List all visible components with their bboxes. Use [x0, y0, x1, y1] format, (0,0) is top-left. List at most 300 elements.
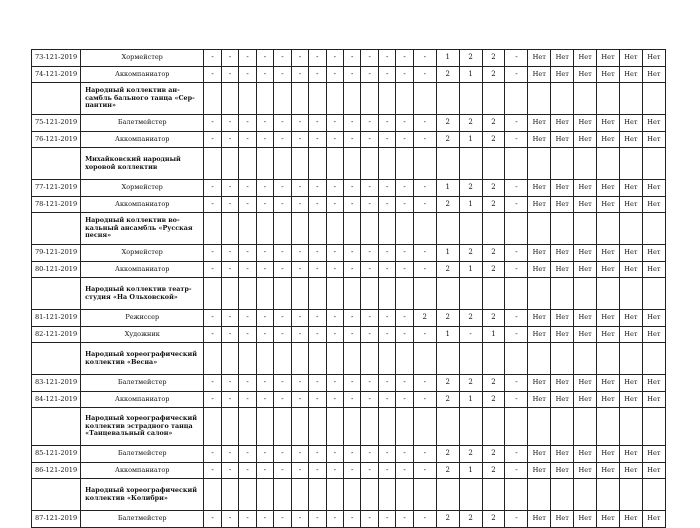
- code-cell-empty: [32, 408, 81, 446]
- value-cell: 1: [436, 245, 459, 262]
- value-cell: -: [361, 66, 378, 83]
- empty-cell: [204, 83, 221, 115]
- value-cell: -: [505, 310, 528, 327]
- value-cell: 2: [436, 115, 459, 132]
- value-cell: -: [291, 446, 308, 463]
- value-cell: -: [239, 391, 256, 408]
- value-cell: 2: [459, 446, 482, 463]
- empty-cell: [274, 213, 291, 245]
- flag-cell: Нет: [642, 245, 665, 262]
- position-code: 82-121-2019: [32, 326, 81, 343]
- flag-cell: Нет: [551, 375, 574, 392]
- flag-cell: Нет: [597, 261, 620, 278]
- value-cell: -: [378, 245, 395, 262]
- section-title: Народный коллектив театр-студия «На Ольховской»: [81, 278, 204, 310]
- value-cell: -: [221, 261, 238, 278]
- empty-cell: [505, 479, 528, 511]
- empty-cell: [239, 148, 256, 180]
- empty-cell: [326, 148, 343, 180]
- value-cell: -: [274, 326, 291, 343]
- flag-cell: Нет: [642, 511, 665, 528]
- empty-cell: [597, 83, 620, 115]
- value-cell: -: [204, 180, 221, 197]
- value-cell: 2: [436, 446, 459, 463]
- flag-cell: Нет: [551, 391, 574, 408]
- flag-cell: Нет: [597, 462, 620, 479]
- value-cell: -: [256, 115, 273, 132]
- flag-cell: Нет: [619, 115, 642, 132]
- value-cell: 1: [482, 326, 505, 343]
- value-cell: -: [413, 511, 436, 528]
- flag-cell: Нет: [528, 196, 551, 213]
- table-row: [32, 446, 666, 463]
- flag-cell: Нет: [619, 196, 642, 213]
- flag-cell: Нет: [619, 310, 642, 327]
- value-cell: -: [344, 196, 361, 213]
- empty-cell: [482, 479, 505, 511]
- section-header-row: [32, 343, 666, 375]
- value-cell: -: [309, 375, 326, 392]
- position-code: 78-121-2019: [32, 196, 81, 213]
- value-cell: -: [291, 511, 308, 528]
- value-cell: -: [396, 462, 413, 479]
- value-cell: -: [326, 196, 343, 213]
- empty-cell: [309, 408, 326, 446]
- flag-cell: Нет: [619, 245, 642, 262]
- empty-cell: [274, 408, 291, 446]
- value-cell: -: [378, 511, 395, 528]
- empty-cell: [239, 278, 256, 310]
- flag-cell: Нет: [642, 391, 665, 408]
- empty-cell: [482, 213, 505, 245]
- section-header-row: [32, 479, 666, 511]
- flag-cell: Нет: [619, 462, 642, 479]
- empty-cell: [459, 479, 482, 511]
- value-cell: -: [291, 310, 308, 327]
- empty-cell: [344, 148, 361, 180]
- empty-cell: [413, 408, 436, 446]
- empty-cell: [597, 148, 620, 180]
- table-row: [32, 261, 666, 278]
- flag-cell: Нет: [528, 245, 551, 262]
- empty-cell: [396, 148, 413, 180]
- empty-cell: [291, 343, 308, 375]
- empty-cell: [551, 479, 574, 511]
- value-cell: 2: [482, 310, 505, 327]
- value-cell: -: [274, 196, 291, 213]
- empty-cell: [459, 83, 482, 115]
- empty-cell: [344, 408, 361, 446]
- value-cell: -: [204, 310, 221, 327]
- position-code: 73-121-2019: [32, 50, 81, 67]
- empty-cell: [436, 148, 459, 180]
- value-cell: -: [413, 326, 436, 343]
- empty-cell: [204, 148, 221, 180]
- value-cell: 2: [482, 511, 505, 528]
- value-cell: 2: [482, 180, 505, 197]
- flag-cell: Нет: [551, 245, 574, 262]
- flag-cell: Нет: [551, 446, 574, 463]
- empty-cell: [378, 83, 395, 115]
- value-cell: -: [344, 131, 361, 148]
- flag-cell: Нет: [574, 261, 597, 278]
- value-cell: -: [274, 511, 291, 528]
- flag-cell: Нет: [574, 310, 597, 327]
- value-cell: -: [505, 115, 528, 132]
- position-name: Хормейстер: [81, 50, 204, 67]
- flag-cell: Нет: [528, 66, 551, 83]
- value-cell: -: [309, 50, 326, 67]
- flag-cell: Нет: [551, 66, 574, 83]
- flag-cell: Нет: [574, 180, 597, 197]
- empty-cell: [482, 343, 505, 375]
- empty-cell: [574, 343, 597, 375]
- value-cell: -: [274, 131, 291, 148]
- empty-cell: [574, 148, 597, 180]
- empty-cell: [551, 148, 574, 180]
- empty-cell: [274, 343, 291, 375]
- flag-cell: Нет: [642, 326, 665, 343]
- value-cell: -: [326, 50, 343, 67]
- empty-cell: [436, 213, 459, 245]
- empty-cell: [378, 278, 395, 310]
- position-name: Аккомпаниатор: [81, 462, 204, 479]
- flag-cell: Нет: [642, 180, 665, 197]
- empty-cell: [361, 148, 378, 180]
- empty-cell: [597, 343, 620, 375]
- flag-cell: Нет: [597, 326, 620, 343]
- empty-cell: [221, 343, 238, 375]
- value-cell: 2: [459, 50, 482, 67]
- value-cell: -: [396, 375, 413, 392]
- value-cell: -: [204, 391, 221, 408]
- empty-cell: [256, 408, 273, 446]
- value-cell: -: [239, 326, 256, 343]
- value-cell: -: [378, 66, 395, 83]
- flag-cell: Нет: [619, 261, 642, 278]
- value-cell: -: [413, 261, 436, 278]
- value-cell: -: [361, 391, 378, 408]
- empty-cell: [344, 278, 361, 310]
- value-cell: -: [239, 66, 256, 83]
- empty-cell: [597, 408, 620, 446]
- empty-cell: [528, 83, 551, 115]
- value-cell: -: [326, 245, 343, 262]
- value-cell: -: [239, 245, 256, 262]
- flag-cell: Нет: [528, 326, 551, 343]
- value-cell: 1: [459, 261, 482, 278]
- empty-cell: [291, 148, 308, 180]
- empty-cell: [361, 343, 378, 375]
- value-cell: -: [344, 391, 361, 408]
- empty-cell: [528, 343, 551, 375]
- value-cell: -: [361, 446, 378, 463]
- value-cell: -: [291, 50, 308, 67]
- flag-cell: Нет: [528, 261, 551, 278]
- value-cell: -: [378, 261, 395, 278]
- value-cell: -: [361, 310, 378, 327]
- value-cell: -: [413, 50, 436, 67]
- value-cell: -: [256, 326, 273, 343]
- flag-cell: Нет: [551, 196, 574, 213]
- table-row: [32, 245, 666, 262]
- position-code: 75-121-2019: [32, 115, 81, 132]
- flag-cell: Нет: [528, 375, 551, 392]
- value-cell: -: [344, 462, 361, 479]
- value-cell: 2: [436, 261, 459, 278]
- empty-cell: [642, 479, 665, 511]
- empty-cell: [326, 83, 343, 115]
- table-row: [32, 375, 666, 392]
- value-cell: -: [256, 50, 273, 67]
- document-sheet: [31, 49, 666, 528]
- empty-cell: [361, 408, 378, 446]
- value-cell: -: [221, 391, 238, 408]
- value-cell: -: [378, 180, 395, 197]
- value-cell: -: [378, 196, 395, 213]
- value-cell: -: [291, 196, 308, 213]
- section-header-row: [32, 278, 666, 310]
- empty-cell: [204, 408, 221, 446]
- position-name: Аккомпаниатор: [81, 261, 204, 278]
- value-cell: -: [396, 245, 413, 262]
- empty-cell: [528, 213, 551, 245]
- table-row: [32, 462, 666, 479]
- empty-cell: [274, 148, 291, 180]
- empty-cell: [436, 83, 459, 115]
- section-title: Народный коллектив ан-самбль бального танца «Сер-пантин»: [81, 83, 204, 115]
- empty-cell: [482, 83, 505, 115]
- table-body: [32, 50, 666, 528]
- empty-cell: [344, 213, 361, 245]
- value-cell: -: [309, 196, 326, 213]
- empty-cell: [505, 278, 528, 310]
- empty-cell: [396, 479, 413, 511]
- value-cell: -: [413, 446, 436, 463]
- value-cell: -: [221, 462, 238, 479]
- empty-cell: [256, 343, 273, 375]
- flag-cell: Нет: [597, 375, 620, 392]
- value-cell: -: [204, 131, 221, 148]
- flag-cell: Нет: [642, 50, 665, 67]
- value-cell: 2: [482, 261, 505, 278]
- section-header-row: [32, 213, 666, 245]
- value-cell: 2: [436, 196, 459, 213]
- empty-cell: [597, 479, 620, 511]
- empty-cell: [361, 83, 378, 115]
- empty-cell: [378, 479, 395, 511]
- empty-cell: [528, 479, 551, 511]
- empty-cell: [551, 213, 574, 245]
- value-cell: -: [309, 310, 326, 327]
- empty-cell: [505, 148, 528, 180]
- value-cell: -: [396, 115, 413, 132]
- value-cell: -: [256, 196, 273, 213]
- value-cell: -: [505, 180, 528, 197]
- value-cell: -: [274, 310, 291, 327]
- empty-cell: [642, 343, 665, 375]
- empty-cell: [396, 343, 413, 375]
- value-cell: -: [344, 261, 361, 278]
- position-name: Художник: [81, 326, 204, 343]
- value-cell: -: [505, 261, 528, 278]
- flag-cell: Нет: [619, 50, 642, 67]
- value-cell: -: [378, 462, 395, 479]
- empty-cell: [413, 343, 436, 375]
- code-cell-empty: [32, 83, 81, 115]
- empty-cell: [274, 83, 291, 115]
- value-cell: 2: [482, 245, 505, 262]
- value-cell: -: [274, 115, 291, 132]
- value-cell: -: [309, 261, 326, 278]
- empty-cell: [619, 479, 642, 511]
- empty-cell: [396, 213, 413, 245]
- empty-cell: [309, 213, 326, 245]
- value-cell: -: [309, 462, 326, 479]
- position-code: 80-121-2019: [32, 261, 81, 278]
- value-cell: -: [221, 66, 238, 83]
- value-cell: 2: [436, 310, 459, 327]
- value-cell: -: [239, 375, 256, 392]
- value-cell: 2: [459, 310, 482, 327]
- table-row: [32, 66, 666, 83]
- flag-cell: Нет: [642, 375, 665, 392]
- value-cell: -: [256, 446, 273, 463]
- value-cell: -: [309, 446, 326, 463]
- empty-cell: [459, 213, 482, 245]
- value-cell: -: [505, 131, 528, 148]
- value-cell: 1: [436, 50, 459, 67]
- empty-cell: [378, 343, 395, 375]
- value-cell: -: [378, 391, 395, 408]
- section-title: Народный коллектив во-кальный ансамбль «Русская песня»: [81, 213, 204, 245]
- empty-cell: [361, 278, 378, 310]
- flag-cell: Нет: [551, 180, 574, 197]
- value-cell: -: [396, 66, 413, 83]
- value-cell: -: [344, 326, 361, 343]
- code-cell-empty: [32, 278, 81, 310]
- empty-cell: [221, 83, 238, 115]
- empty-cell: [597, 278, 620, 310]
- value-cell: -: [256, 261, 273, 278]
- value-cell: -: [204, 446, 221, 463]
- empty-cell: [597, 213, 620, 245]
- flag-cell: Нет: [597, 131, 620, 148]
- empty-cell: [344, 479, 361, 511]
- flag-cell: Нет: [619, 391, 642, 408]
- position-code: 74-121-2019: [32, 66, 81, 83]
- value-cell: -: [221, 310, 238, 327]
- empty-cell: [482, 278, 505, 310]
- empty-cell: [551, 408, 574, 446]
- table-row: [32, 115, 666, 132]
- empty-cell: [309, 148, 326, 180]
- flag-cell: Нет: [642, 66, 665, 83]
- value-cell: -: [361, 50, 378, 67]
- position-name: Хормейстер: [81, 245, 204, 262]
- value-cell: 2: [459, 245, 482, 262]
- value-cell: -: [505, 511, 528, 528]
- empty-cell: [326, 213, 343, 245]
- value-cell: -: [256, 462, 273, 479]
- flag-cell: Нет: [574, 462, 597, 479]
- empty-cell: [574, 278, 597, 310]
- position-code: 81-121-2019: [32, 310, 81, 327]
- value-cell: -: [396, 391, 413, 408]
- value-cell: -: [221, 245, 238, 262]
- empty-cell: [256, 278, 273, 310]
- empty-cell: [309, 83, 326, 115]
- position-code: 84-121-2019: [32, 391, 81, 408]
- flag-cell: Нет: [574, 326, 597, 343]
- value-cell: -: [309, 180, 326, 197]
- value-cell: -: [361, 245, 378, 262]
- value-cell: -: [256, 180, 273, 197]
- value-cell: -: [344, 375, 361, 392]
- value-cell: -: [221, 196, 238, 213]
- value-cell: -: [378, 310, 395, 327]
- value-cell: -: [344, 66, 361, 83]
- empty-cell: [221, 213, 238, 245]
- value-cell: -: [344, 50, 361, 67]
- value-cell: -: [291, 391, 308, 408]
- value-cell: -: [396, 261, 413, 278]
- section-header-row: [32, 408, 666, 446]
- value-cell: -: [396, 446, 413, 463]
- empty-cell: [459, 343, 482, 375]
- value-cell: -: [413, 375, 436, 392]
- flag-cell: Нет: [619, 180, 642, 197]
- empty-cell: [459, 148, 482, 180]
- flag-cell: Нет: [574, 446, 597, 463]
- value-cell: -: [309, 131, 326, 148]
- empty-cell: [396, 408, 413, 446]
- value-cell: -: [204, 66, 221, 83]
- code-cell-empty: [32, 479, 81, 511]
- table-row: [32, 131, 666, 148]
- empty-cell: [619, 213, 642, 245]
- position-name: Балетмейстер: [81, 511, 204, 528]
- flag-cell: Нет: [574, 50, 597, 67]
- flag-cell: Нет: [619, 66, 642, 83]
- flag-cell: Нет: [528, 131, 551, 148]
- value-cell: -: [413, 115, 436, 132]
- empty-cell: [642, 83, 665, 115]
- value-cell: -: [274, 462, 291, 479]
- position-name: Балетмейстер: [81, 115, 204, 132]
- empty-cell: [642, 408, 665, 446]
- empty-cell: [239, 213, 256, 245]
- value-cell: -: [309, 391, 326, 408]
- flag-cell: Нет: [642, 310, 665, 327]
- value-cell: 2: [413, 310, 436, 327]
- value-cell: -: [204, 375, 221, 392]
- value-cell: -: [505, 326, 528, 343]
- value-cell: -: [309, 511, 326, 528]
- staff-positions-table: [31, 49, 666, 528]
- empty-cell: [619, 408, 642, 446]
- empty-cell: [482, 148, 505, 180]
- value-cell: -: [326, 511, 343, 528]
- empty-cell: [291, 479, 308, 511]
- value-cell: -: [204, 115, 221, 132]
- value-cell: -: [291, 261, 308, 278]
- value-cell: -: [221, 446, 238, 463]
- flag-cell: Нет: [619, 326, 642, 343]
- value-cell: -: [413, 391, 436, 408]
- flag-cell: Нет: [574, 391, 597, 408]
- value-cell: -: [326, 261, 343, 278]
